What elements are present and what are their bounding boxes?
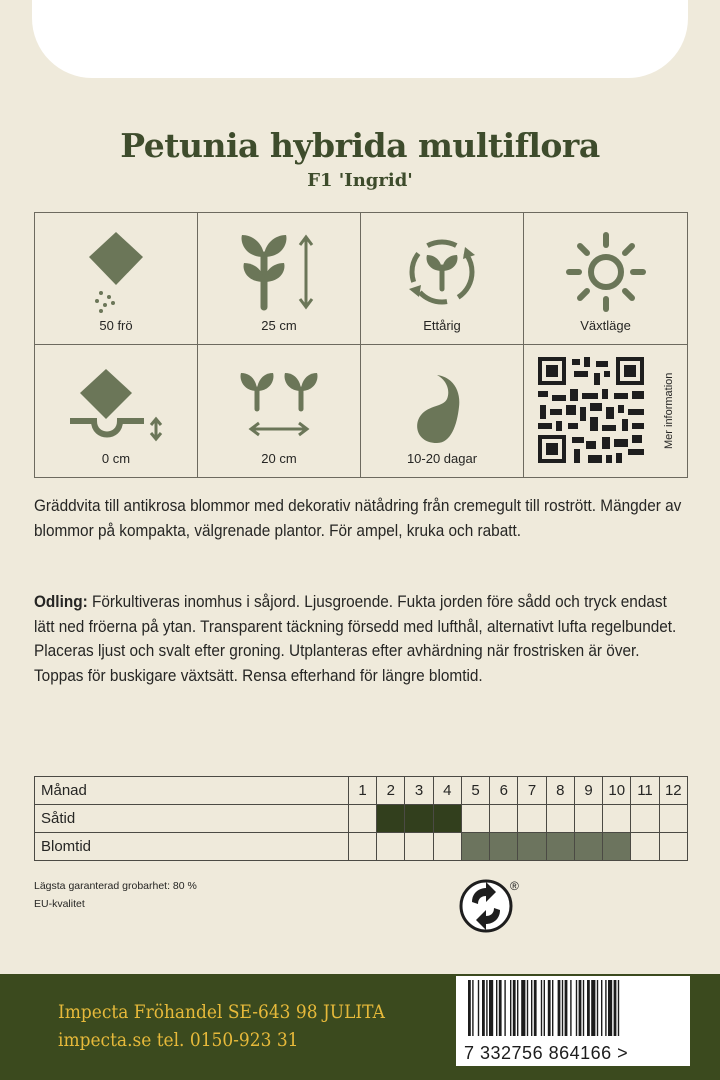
calendar-cell [348, 833, 376, 861]
month-12: 12 [659, 777, 687, 805]
calendar-cell [546, 805, 574, 833]
calendar-cell [377, 833, 405, 861]
month-3: 3 [405, 777, 433, 805]
month-11: 11 [631, 777, 659, 805]
month-8: 8 [546, 777, 574, 805]
calendar-row-sowing [35, 805, 688, 833]
barcode [456, 976, 690, 1066]
barcode-bar [521, 980, 525, 1036]
calendar-cell [659, 833, 687, 861]
month-6: 6 [490, 777, 518, 805]
barcode-bar [510, 980, 511, 1036]
calendar-cell [603, 833, 631, 861]
calendar-cell [518, 805, 546, 833]
info-cell-germination [361, 345, 524, 477]
barcode-bar [597, 980, 598, 1036]
barcode-bar [565, 980, 568, 1036]
green-dot-recycle-icon [458, 878, 524, 934]
barcode-bar [562, 980, 563, 1036]
barcode-bar [489, 980, 493, 1036]
barcode-bar [601, 980, 602, 1036]
calendar-cell [461, 833, 489, 861]
barcode-bar [548, 980, 551, 1036]
barcode-bar [576, 980, 577, 1036]
info-cell-sun [524, 213, 687, 345]
barcode-bar [570, 980, 571, 1036]
quality-note: EU-kvalitet [34, 898, 85, 910]
calendar-cell [405, 833, 433, 861]
calendar-cell [433, 833, 461, 861]
info-cell-seeds [35, 213, 198, 345]
barcode-bar [544, 980, 545, 1036]
germination-note: Lägsta garanterad grobarhet: 80 % [34, 880, 197, 892]
barcode-bar [486, 980, 487, 1036]
barcode-bar [482, 980, 485, 1036]
barcode-bar [541, 980, 542, 1036]
calendar-cell [405, 805, 433, 833]
info-label-depth: 0 cm [101, 451, 131, 466]
barcode-bar [478, 980, 479, 1036]
calendar-cell [348, 805, 376, 833]
calendar-cell [631, 833, 659, 861]
description-text: Gräddvita till antikrosa blommor med dekorativ nätådring från cremegult till rostrött. Mängder av blommor på kompakta, välgrenade plantor. För ampel, kruka och rabatt. [34, 497, 682, 540]
page-title: Petunia hybrida multiflora [120, 126, 600, 165]
info-label-height: 25 cm [261, 318, 297, 333]
barcode-bar [552, 980, 553, 1036]
calendar-row-label: Såtid [35, 805, 349, 833]
calendar-header-row [35, 777, 688, 805]
barcode-bar [472, 980, 473, 1036]
month-9: 9 [574, 777, 602, 805]
barcode-bar [517, 980, 518, 1036]
calendar-cell [659, 805, 687, 833]
calendar-cell [461, 805, 489, 833]
info-cell-depth [35, 345, 198, 477]
info-cell-annual [361, 213, 524, 345]
barcode-bar [579, 980, 582, 1036]
cultivation-text [34, 590, 690, 688]
info-grid [34, 212, 688, 478]
barcode-bar [468, 980, 471, 1036]
calendar-row-bloom [35, 833, 688, 861]
calendar-cell [518, 833, 546, 861]
barcode-bar [618, 980, 619, 1036]
calendar-cell [490, 805, 518, 833]
calendar-cell [574, 833, 602, 861]
barcode-bar [587, 980, 590, 1036]
info-cell-qr [524, 345, 687, 477]
cultivation-body: Förkultiveras inomhus i såjord. Ljusgroende. Fukta jorden före sådd och tryck endast lätt ned fröerna på ytan. Transparent täckning försedd med lufthål, alternativt lufta regelbundet. Placeras ljust och svalt efter groning. Utplanteras efter avhärdning när frostrisken är över. Toppas för buskigare växtsätt. Rensa efterhand för längre blomtid. [34, 593, 677, 685]
calendar-cell [631, 805, 659, 833]
barcode-bar [531, 980, 532, 1036]
cultivation-heading: Odling: [34, 593, 88, 611]
calendar-cell [574, 805, 602, 833]
barcode-bars [456, 976, 690, 1038]
seeds-icon [71, 227, 161, 317]
calendar-cell [603, 805, 631, 833]
month-10: 10 [603, 777, 631, 805]
month-7: 7 [518, 777, 546, 805]
page-subtitle: F1 'Ingrid' [307, 170, 413, 191]
barcode-digits: 7 332756 864166 > [464, 1043, 629, 1063]
month-5: 5 [461, 777, 489, 805]
annual-cycle-icon [397, 227, 487, 317]
barcode-bar [504, 980, 505, 1036]
barcode-bar [527, 980, 528, 1036]
barcode-bar [583, 980, 584, 1036]
plant-height-icon [234, 227, 324, 317]
info-label-sun: Växtläge [580, 318, 631, 333]
qr-code-icon[interactable] [536, 355, 646, 465]
barcode-bar [499, 980, 502, 1036]
sowing-depth-icon [66, 359, 166, 455]
company-address: Impecta Fröhandel SE-643 98 JULITA [58, 1002, 385, 1023]
info-label-seeds: 50 frö [99, 318, 133, 333]
barcode-bar [608, 980, 612, 1036]
barcode-bar [591, 980, 595, 1036]
month-4: 4 [433, 777, 461, 805]
calendar-cell [490, 833, 518, 861]
plant-spacing-icon [229, 359, 329, 455]
company-contact: impecta.se tel. 0150-923 31 [58, 1030, 299, 1051]
barcode-bar [614, 980, 617, 1036]
calendar-row-label: Blomtid [35, 833, 349, 861]
hang-hole [32, 0, 688, 78]
info-cell-spacing [198, 345, 361, 477]
barcode-bar [534, 980, 537, 1036]
sun-icon [561, 227, 651, 317]
barcode-bar [513, 980, 516, 1036]
calendar-cell [377, 805, 405, 833]
info-cell-height [198, 213, 361, 345]
more-info-label: Mer information [663, 372, 675, 450]
calendar-cell [546, 833, 574, 861]
calendar-header-label: Månad [35, 777, 349, 805]
sowing-calendar [34, 776, 688, 861]
germination-icon [397, 359, 487, 449]
info-label-germination: 10-20 dagar [406, 451, 478, 466]
info-label-spacing: 20 cm [261, 451, 297, 466]
barcode-bar [605, 980, 606, 1036]
month-1: 1 [348, 777, 376, 805]
svg-text:®: ® [510, 879, 519, 893]
calendar-cell [433, 805, 461, 833]
barcode-bar [496, 980, 497, 1036]
info-label-annual: Ettårig [423, 318, 461, 333]
barcode-bar [558, 980, 561, 1036]
month-2: 2 [377, 777, 405, 805]
